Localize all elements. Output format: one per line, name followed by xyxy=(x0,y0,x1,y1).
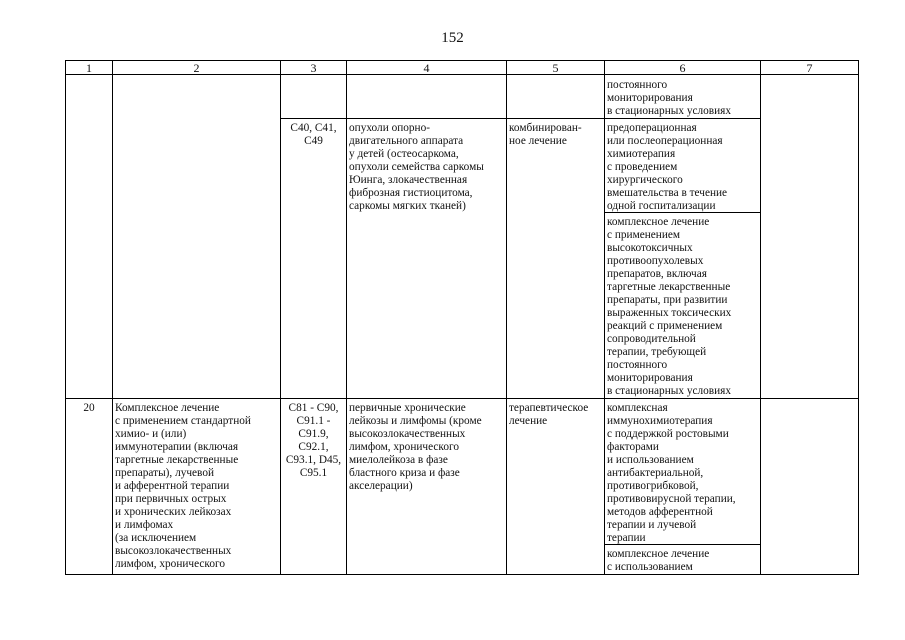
cell-disease-c81: первичные хронические лейкозы и лимфомы (кроме высокозлокачественных лимфом, хронического миелолейкоза в фазе бластного криза и фазе акселерации) xyxy=(349,402,482,492)
col-divider-5 xyxy=(604,60,605,575)
col-divider-1 xyxy=(112,60,113,575)
header-col-2: 2 xyxy=(193,61,200,75)
cell-codes-c40: C40, C41, C49 xyxy=(290,122,337,147)
cell-row-number: 20 xyxy=(83,402,95,414)
header-col-3: 3 xyxy=(310,61,317,75)
header-col-4: 4 xyxy=(423,61,430,75)
cell-codes-c81: C81 - C90, C91.1 - C91.9, C92.1, C93.1, D45, C95.1 xyxy=(285,402,342,479)
cell-method-2-c40: комплексное лечение с применением высокотоксичных противоопухолевых препаратов, включая таргетные лекарственные препараты, при развитии выраженных токсических реакций с применением сопроводительной терапии, требующей постоянного мониторирования в стационарных условиях xyxy=(607,216,732,397)
cell-method-1-c81: комплексная иммунохимиотерапия с поддержкой ростовыми факторами и использованием антибактериальной, противогрибковой, противовирусной терапии, методов афферентной терапии и лучевой терапии xyxy=(607,402,736,544)
header-col-7: 7 xyxy=(806,61,813,75)
page-number: 152 xyxy=(441,30,464,46)
table-border-bottom xyxy=(65,574,859,575)
col-divider-6 xyxy=(760,60,761,575)
header-col-5: 5 xyxy=(552,61,559,75)
header-col-1: 1 xyxy=(86,61,92,75)
cell-col6-continuation: постоянного мониторирования в стационарных условиях xyxy=(607,79,731,117)
col-divider-3 xyxy=(346,60,347,575)
table-border-right xyxy=(858,60,859,575)
rule-block-a xyxy=(280,118,761,119)
col-divider-4 xyxy=(506,60,507,575)
header-col-6: 6 xyxy=(679,61,686,75)
cell-disease-c40: опухоли опорно- двигательного аппарата у детей (остеосаркома, опухоли семейства саркомы Юинга, злокачественная фиброзная гистиоцитома, саркомы мягких тканей) xyxy=(349,122,484,212)
rule-row-20 xyxy=(65,398,859,399)
cell-treatment-type-c40: комбинирован- ное лечение xyxy=(509,122,582,147)
cell-method-1-c40: предоперационная или послеоперационная химиотерапия с проведением хирургического вмешательства в течение одной госпитализации xyxy=(607,122,728,212)
cell-method-2-c81: комплексное лечение с использованием xyxy=(607,548,710,573)
table-border-left xyxy=(65,60,66,575)
cell-row-name: Комплексное лечение с применением стандартной химио- и (или) иммунотерапии (включая таргетные лекарственные препараты), лучевой и афферентной терапии при первичных острых и хронических лейкозах и лимфомах (за исключением высокозлокачественных лимфом, хронического xyxy=(115,402,251,570)
cell-treatment-type-c81: терапевтическое лечение xyxy=(509,402,589,427)
